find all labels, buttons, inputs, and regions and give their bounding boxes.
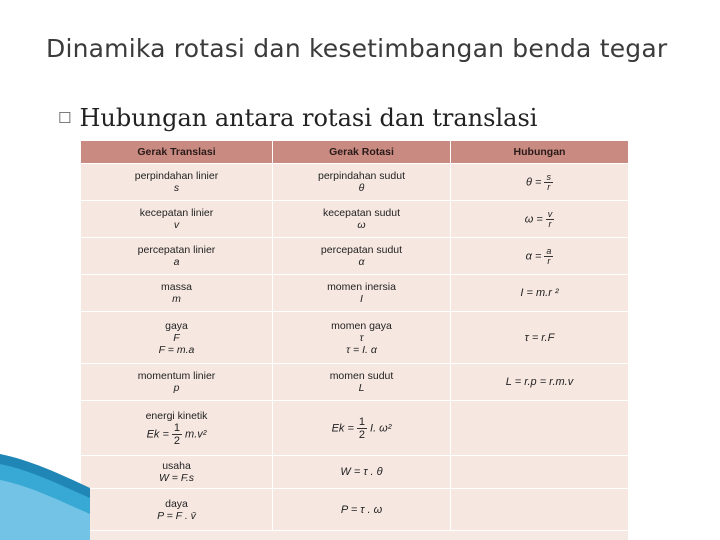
cell-rotasi bbox=[273, 364, 451, 401]
cell-translasi bbox=[81, 456, 273, 489]
cell-formula: F = m.a bbox=[158, 343, 195, 356]
cell-label: percepatan linier bbox=[137, 244, 216, 256]
relation-left: α = bbox=[525, 249, 542, 262]
cell-label: usaha bbox=[162, 460, 191, 472]
fraction-denominator: r bbox=[547, 181, 551, 192]
relation-left: ω = bbox=[524, 212, 543, 225]
cell-label: massa bbox=[161, 281, 192, 293]
formula-right: I. ω² bbox=[370, 421, 392, 434]
table-row bbox=[81, 456, 629, 489]
cell-formula: W = τ . θ bbox=[340, 466, 383, 478]
cell-label: kecepatan sudut bbox=[322, 207, 401, 219]
relation-left: θ = bbox=[526, 175, 542, 188]
relation-fraction bbox=[544, 247, 553, 266]
cell-label: gaya bbox=[165, 319, 188, 332]
cell-symbol: α bbox=[358, 256, 365, 268]
formula-left: Ek = bbox=[331, 421, 354, 434]
cell-label: energi kinetik bbox=[145, 409, 208, 422]
cell-translasi bbox=[81, 164, 273, 201]
fraction-denominator: r bbox=[548, 218, 552, 229]
formula-fraction bbox=[172, 422, 182, 447]
relation-table-container bbox=[80, 140, 628, 540]
cell-translasi bbox=[81, 401, 273, 456]
cell-formula: W = F.s bbox=[158, 472, 195, 484]
page-title: Dinamika rotasi dan kesetimbangan benda tegar bbox=[46, 34, 668, 63]
formula-fraction bbox=[357, 416, 367, 441]
header-rotasi: Gerak Rotasi bbox=[273, 141, 451, 164]
table-row bbox=[81, 201, 629, 238]
table-row bbox=[81, 238, 629, 275]
relation-text: I = m.r ² bbox=[520, 287, 559, 299]
cell-hubungan bbox=[451, 364, 629, 401]
cell-label: kecepatan linier bbox=[139, 207, 214, 219]
cell-label: momen inersia bbox=[327, 281, 396, 293]
cell-translasi bbox=[81, 489, 273, 531]
relation-text: L = r.p = r.m.v bbox=[505, 376, 574, 388]
bullet-item bbox=[58, 104, 537, 132]
cell-symbol: τ bbox=[359, 331, 364, 344]
table-row bbox=[81, 401, 629, 456]
cell-label: momentum linier bbox=[137, 370, 216, 382]
cell-symbol: a bbox=[173, 256, 180, 268]
cell-rotasi bbox=[273, 456, 451, 489]
cell-translasi bbox=[81, 238, 273, 275]
table-row bbox=[81, 489, 629, 531]
relation-fraction bbox=[544, 173, 553, 192]
cell-hubungan bbox=[451, 489, 629, 531]
cell-symbol: θ bbox=[358, 182, 365, 194]
cell-translasi bbox=[81, 275, 273, 312]
cell-label: daya bbox=[165, 497, 188, 510]
table-header-row bbox=[81, 141, 629, 164]
cell-formula: τ = I. α bbox=[346, 343, 377, 356]
fraction-numerator: v bbox=[547, 208, 553, 219]
cell-formula: P = F . v̄ bbox=[157, 509, 196, 522]
cell-label: momen gaya bbox=[331, 319, 392, 332]
cell-rotasi bbox=[273, 312, 451, 364]
table-row bbox=[81, 275, 629, 312]
cell-symbol: s bbox=[173, 182, 180, 194]
cell-rotasi bbox=[273, 275, 451, 312]
fraction-numerator: a bbox=[546, 245, 552, 256]
formula-left: Ek = bbox=[146, 427, 169, 440]
cell-formula: P = τ . ω bbox=[340, 503, 383, 516]
fraction-denominator: r bbox=[547, 255, 551, 266]
checkbox-bullet-icon: ☐ bbox=[58, 109, 72, 127]
fraction-denominator: 2 bbox=[173, 434, 181, 447]
header-translasi: Gerak Translasi bbox=[81, 141, 273, 164]
cell-rotasi bbox=[273, 401, 451, 456]
cell-symbol: p bbox=[173, 382, 180, 394]
fraction-denominator: 2 bbox=[358, 428, 366, 441]
cell-rotasi bbox=[273, 238, 451, 275]
cell-symbol: v bbox=[173, 219, 180, 231]
cell-rotasi bbox=[273, 201, 451, 238]
table-row bbox=[81, 164, 629, 201]
cell-hubungan bbox=[451, 238, 629, 275]
cell-symbol: F bbox=[173, 331, 180, 344]
fraction-numerator: s bbox=[546, 171, 551, 182]
formula-right: m.v² bbox=[185, 427, 207, 440]
cell-symbol: m bbox=[172, 293, 181, 305]
cell-label: momen sudut bbox=[329, 370, 394, 382]
cell-label: perpindahan sudut bbox=[318, 170, 405, 182]
relation-table bbox=[80, 140, 628, 531]
relation-fraction bbox=[546, 210, 555, 229]
cell-hubungan bbox=[451, 201, 629, 238]
cell-translasi bbox=[81, 312, 273, 364]
corner-wave-decoration bbox=[0, 440, 90, 540]
cell-translasi bbox=[81, 201, 273, 238]
cell-symbol: I bbox=[360, 293, 363, 305]
table-row bbox=[81, 364, 629, 401]
fraction-numerator: 1 bbox=[358, 415, 366, 428]
cell-hubungan bbox=[451, 312, 629, 364]
bullet-text: Hubungan antara rotasi dan translasi bbox=[79, 104, 538, 132]
cell-translasi bbox=[81, 364, 273, 401]
cell-symbol: L bbox=[358, 382, 365, 394]
cell-symbol: ω bbox=[357, 219, 366, 231]
cell-hubungan bbox=[451, 164, 629, 201]
table-row bbox=[81, 312, 629, 364]
fraction-numerator: 1 bbox=[173, 421, 181, 434]
relation-text: τ = r.F bbox=[524, 331, 555, 344]
cell-label: perpindahan linier bbox=[134, 170, 219, 182]
cell-label: percepatan sudut bbox=[320, 244, 403, 256]
cell-rotasi bbox=[273, 489, 451, 531]
cell-hubungan bbox=[451, 401, 629, 456]
cell-rotasi bbox=[273, 164, 451, 201]
header-hubungan: Hubungan bbox=[451, 141, 629, 164]
cell-hubungan bbox=[451, 275, 629, 312]
cell-hubungan bbox=[451, 456, 629, 489]
